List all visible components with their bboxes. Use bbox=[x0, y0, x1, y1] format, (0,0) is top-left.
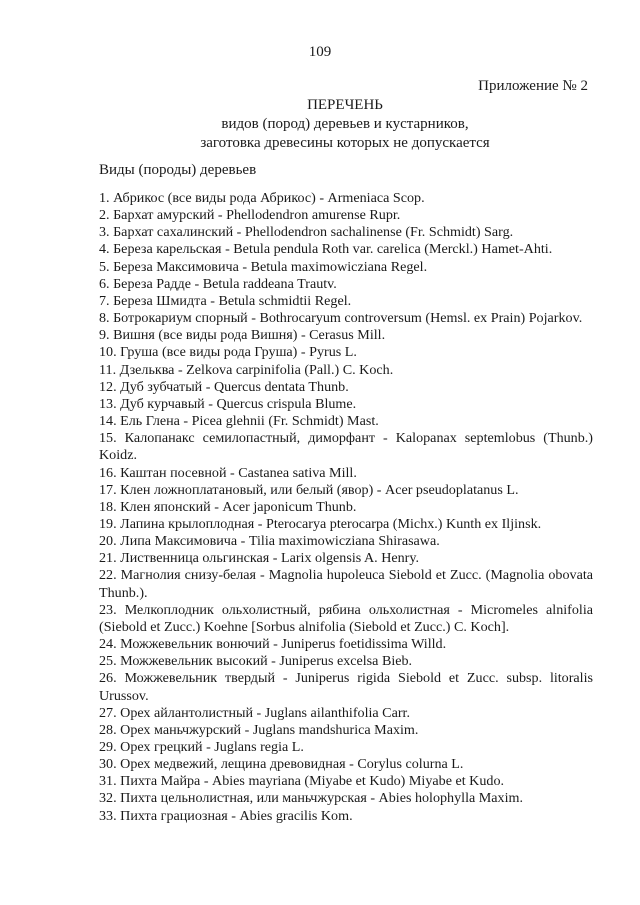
list-item: 8. Ботрокариум спорный - Bothrocaryum controversum (Hemsl. ex Prain) Pojarkov. bbox=[99, 310, 583, 327]
list-item: 7. Береза Шмидта - Betula schmidtii Regel. bbox=[99, 292, 352, 309]
list-item: 1. Абрикос (все виды рода Абрикос) - Armeniaca Scop. bbox=[99, 190, 425, 206]
list-item: 22. Магнолия снизу-белая - Magnolia hupoleuca Siebold et Zucc. (Magnolia obovata Thunb.). bbox=[99, 567, 593, 601]
species-list bbox=[99, 190, 593, 825]
list-subtitle-line-1: видов (пород) деревьев и кустарников, bbox=[221, 116, 469, 132]
list-item: 12. Дуб зубчатый - Quercus dentata Thunb. bbox=[99, 378, 349, 395]
list-item: 16. Каштан посевной - Castanea sativa Mill. bbox=[99, 464, 357, 481]
list-item: 18. Клен японский - Acer japonicum Thunb. bbox=[99, 498, 357, 515]
list-item: 14. Ель Глена - Picea glehnii (Fr. Schmidt) Mast. bbox=[99, 413, 379, 430]
list-item: 23. Мелкоплодник ольхолистный, рябина ольхолистная - Micromeles alnifolia (Siebold et Zucc.) Koehne [Sorbus alnifolia (Siebold et Zucc.) C. Koch]. bbox=[99, 601, 593, 635]
list-item: 33. Пихта грациозная - Abies gracilis Kom. bbox=[99, 807, 353, 824]
list-item: 13. Дуб курчавый - Quercus crispula Blume. bbox=[99, 395, 357, 412]
page-number: 109 bbox=[308, 44, 332, 60]
list-item: 9. Вишня (все виды рода Вишня) - Cerasus Mill. bbox=[99, 327, 386, 344]
list-title: ПЕРЕЧЕНЬ bbox=[307, 97, 383, 113]
list-item: 31. Пихта Майра - Abies mayriana (Miyabe et Kudo) Miyabe et Kudo. bbox=[99, 773, 505, 790]
list-item: 26. Можжевельник твердый - Juniperus rigida Siebold et Zucc. subsp. litoralis Urussov. bbox=[99, 670, 593, 704]
list-item: 10. Груша (все виды рода Груша) - Pyrus L. bbox=[99, 344, 357, 361]
appendix-label: Приложение № 2 bbox=[478, 78, 588, 94]
list-item: 2. Бархат амурский - Phellodendron amurense Rupr. bbox=[99, 207, 401, 224]
list-item: 17. Клен ложноплатановый, или белый (явор) - Acer pseudoplatanus L. bbox=[99, 481, 519, 498]
list-item: 25. Можжевельник высокий - Juniperus excelsa Bieb. bbox=[99, 653, 413, 670]
list-item: 30. Орех медвежий, лещина древовидная - Corylus colurna L. bbox=[99, 756, 464, 773]
list-item: 24. Можжевельник вонючий - Juniperus foetidissima Willd. bbox=[99, 636, 447, 653]
list-item: 5. Береза Максимовича - Betula maximowicziana Regel. bbox=[99, 258, 428, 275]
list-header bbox=[40, 96, 640, 153]
list-item: 32. Пихта цельнолистная, или маньчжурская - Abies holophylla Maxim. bbox=[99, 790, 523, 807]
list-item: 3. Бархат сахалинский - Phellodendron sachalinense (Fr. Schmidt) Sarg. bbox=[99, 224, 514, 241]
list-subtitle-line-2: заготовка древесины которых не допускается bbox=[200, 135, 490, 151]
list-item: 20. Липа Максимовича - Tilia maximowicziana Shirasawa. bbox=[99, 533, 440, 550]
list-item: 28. Орех маньчжурский - Juglans mandshurica Maxim. bbox=[99, 721, 419, 738]
list-item: 6. Береза Радде - Betula raddeana Trautv. bbox=[99, 275, 337, 292]
list-item: 4. Береза карельская - Betula pendula Roth var. carelica (Merckl.) Hamet-Ahti. bbox=[99, 241, 553, 258]
list-item: 29. Орех грецкий - Juglans regia L. bbox=[99, 739, 304, 755]
list-item: 15. Калопанакс семилопастный, диморфант - Kalopanax septemlobus (Thunb.) Koidz. bbox=[99, 430, 593, 464]
list-item: 21. Лиственница ольгинская - Larix olgensis A. Henry. bbox=[99, 550, 420, 567]
list-item: 19. Лапина крылоплодная - Pterocarya pterocarpa (Michx.) Kunth ex Iljinsk. bbox=[99, 515, 542, 532]
section-title: Виды (породы) деревьев bbox=[99, 162, 257, 178]
list-item: 27. Орех айлантолистный - Juglans ailanthifolia Carr. bbox=[99, 704, 410, 721]
list-item: 11. Дзельква - Zelkova carpinifolia (Pall.) C. Koch. bbox=[99, 361, 394, 378]
